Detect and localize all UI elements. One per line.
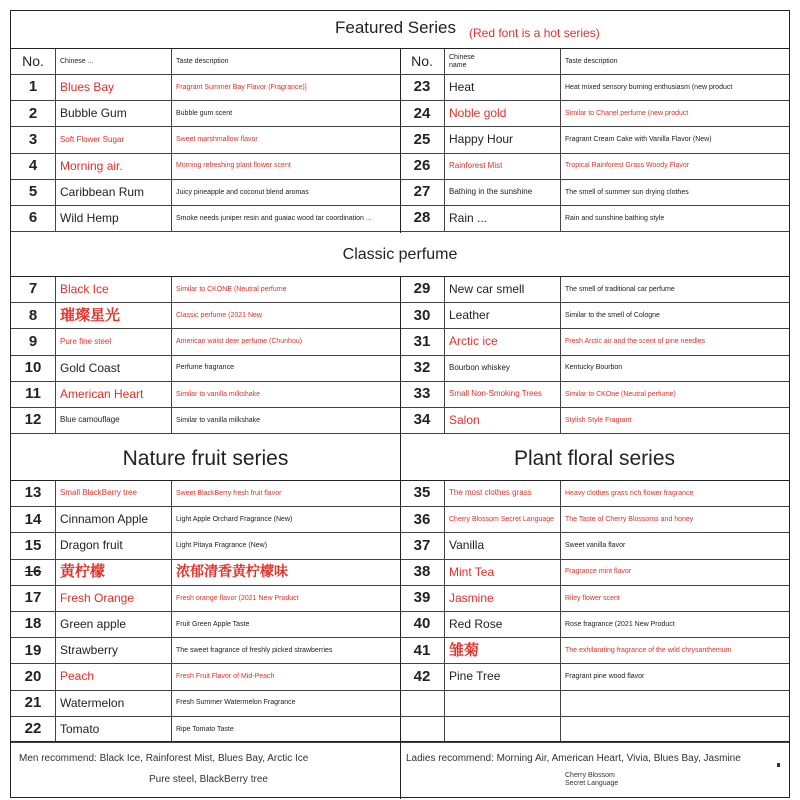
left-row-description: Fruit Green Apple Taste [172, 612, 400, 638]
right-row-description: Heat mixed sensory burning enthusiasm (new product [561, 75, 789, 101]
left-row-number: 2 [11, 101, 56, 127]
right-row-name: Salon [445, 408, 561, 434]
right-header-desc: Taste description [561, 49, 789, 75]
left-row-description: Bubble gum scent [172, 101, 400, 127]
right-row-name: 雏菊 [445, 638, 561, 664]
featured-title: Featured Series [335, 18, 456, 37]
left-row-name: Peach [56, 664, 172, 690]
left-row-name: Blues Bay [56, 75, 172, 101]
footer-split [400, 741, 401, 799]
right-row-name: Arctic ice [445, 329, 561, 355]
left-row-description: Fresh Fruit Flavor of Mid-Peach [172, 664, 400, 690]
right-row-description: Similar to CKOne (Neutral perfume) [561, 382, 789, 408]
left-row-name: 黄柠檬 [56, 560, 172, 586]
classic-header [11, 233, 789, 277]
left-row-name: Small BlackBerry tree [56, 481, 172, 507]
left-row-name: Gold Coast [56, 356, 172, 382]
right-row-description: Similar to Chanel perfume (new product [561, 101, 789, 127]
right-row-description: Fragrance mint flavor [561, 560, 789, 586]
left-row-name: Morning air. [56, 154, 172, 180]
right-row-name: Rain ... [445, 206, 561, 232]
right-row-number: 35 [400, 481, 445, 507]
right-row-description: Stylish Style Fragrant [561, 408, 789, 434]
left-row-description: Sweet marshmallow flavor [172, 127, 400, 153]
right-row-number: 40 [400, 612, 445, 638]
right-row-description: Fragrant Cream Cake with Vanilla Flavor (New) [561, 127, 789, 153]
plant-title: Plant floral series [513, 447, 676, 470]
left-row-number: 4 [11, 154, 56, 180]
right-row-name: Noble gold [445, 101, 561, 127]
right-row-number: 26 [400, 154, 445, 180]
left-row-description: Smoke needs juniper resin and guaiac wood tar coordination ... [172, 206, 400, 232]
left-row-number: 19 [11, 638, 56, 664]
right-row-description: Heavy clothes grass rich flower fragrance [561, 481, 789, 507]
right-row-description: Fragrant pine wood flavor [561, 664, 789, 690]
right-empty-number [400, 717, 445, 743]
right-row-number: 32 [400, 356, 445, 382]
right-row-number: 23 [400, 75, 445, 101]
left-row-description: Morning refreshing plant flower scent [172, 154, 400, 180]
right-row-number: 37 [400, 533, 445, 559]
left-row-description: Fragrant Summer Bay Flavor (Fragrance)] [172, 75, 400, 101]
left-row-number: 16 [11, 560, 56, 586]
right-row-name: Cherry Blossom Secret Language [445, 507, 561, 533]
left-row-number: 20 [11, 664, 56, 690]
center-divider [400, 481, 401, 743]
right-row-name: Happy Hour [445, 127, 561, 153]
right-empty-number [400, 691, 445, 717]
left-row-number: 1 [11, 75, 56, 101]
left-row-number: 15 [11, 533, 56, 559]
right-row-name: Jasmine [445, 586, 561, 612]
men-recommend: Men recommend: Black Ice, Rainforest Mist, Blues Bay, Arctic Ice [19, 753, 309, 764]
left-row-description: The sweet fragrance of freshly picked strawberries [172, 638, 400, 664]
right-row-name: Rainforest Mist [445, 154, 561, 180]
right-empty-name [445, 691, 561, 717]
left-row-name: 璀璨星光 [56, 303, 172, 329]
featured-header [11, 11, 789, 49]
left-row-description: Similar to vanilla milkshake [172, 382, 400, 408]
left-header-desc: Taste description [172, 49, 400, 75]
left-row-number: 6 [11, 206, 56, 232]
right-row-name: Bathing in the sunshine [445, 180, 561, 206]
right-row-name: Small Non-Smoking Trees [445, 382, 561, 408]
right-row-name: Red Rose [445, 612, 561, 638]
left-row-name: Cinnamon Apple [56, 507, 172, 533]
left-row-name: Wild Hemp [56, 206, 172, 232]
right-row-description: The smell of traditional car perfume [561, 277, 789, 303]
right-row-number: 41 [400, 638, 445, 664]
right-row-number: 38 [400, 560, 445, 586]
right-row-name: Bourbon whiskey [445, 356, 561, 382]
right-row-number: 24 [400, 101, 445, 127]
right-row-description: The exhilarating fragrance of the wild chrysanthemum [561, 638, 789, 664]
left-row-name: Watermelon [56, 691, 172, 717]
nature-title: Nature fruit series [122, 447, 289, 470]
right-row-name: Mint Tea [445, 560, 561, 586]
right-row-description: The smell of summer sun drying clothes [561, 180, 789, 206]
nature-plant-divider [400, 437, 401, 481]
right-row-number: 28 [400, 206, 445, 232]
right-row-name: Heat [445, 75, 561, 101]
right-row-number: 31 [400, 329, 445, 355]
right-empty-name [445, 717, 561, 743]
right-row-number: 29 [400, 277, 445, 303]
left-row-description: Light Apple Orchard Fragrance (New) [172, 507, 400, 533]
ladies-recommend: Ladies recommend: Morning Air, American Heart, Vivia, Blues Bay, Jasmine [406, 753, 741, 764]
left-row-description: Perfume fragrance [172, 356, 400, 382]
marker-dot [777, 763, 780, 767]
right-row-name: Pine Tree [445, 664, 561, 690]
left-row-name: Pure fine steel [56, 329, 172, 355]
left-row-number: 11 [11, 382, 56, 408]
right-row-name: Vanilla [445, 533, 561, 559]
classic-title: Classic perfume [342, 246, 458, 263]
right-row-number: 39 [400, 586, 445, 612]
left-row-description: 浓郁清香黄柠檬味 [172, 560, 400, 586]
right-row-number: 25 [400, 127, 445, 153]
left-header-name: Chinese ... [56, 49, 172, 75]
left-row-description: American waist deer perfume (Chunhou) [172, 329, 400, 355]
left-row-description: Fresh Summer Watermelon Fragrance [172, 691, 400, 717]
left-row-name: American Heart [56, 382, 172, 408]
hot-series-note: (Red font is a hot series) [469, 26, 600, 40]
left-row-name: Black Ice [56, 277, 172, 303]
left-row-number: 18 [11, 612, 56, 638]
left-row-number: 21 [11, 691, 56, 717]
left-row-description: Ripe Tomato Taste [172, 717, 400, 743]
left-row-name: Caribbean Rum [56, 180, 172, 206]
right-header-no: No. [400, 49, 445, 75]
right-row-number: 34 [400, 408, 445, 434]
left-header-no: No. [11, 49, 56, 75]
right-row-name: The most clothes grass [445, 481, 561, 507]
men-recommend-cont: Pure steel, BlackBerry tree [149, 774, 268, 785]
left-row-description: Classic perfume (2021 New [172, 303, 400, 329]
left-row-description: Juicy pineapple and coconut blend aromas [172, 180, 400, 206]
right-row-description: The Taste of Cherry Blossoms and honey [561, 507, 789, 533]
left-row-number: 12 [11, 408, 56, 434]
left-row-description: Light Pitaya Fragrance (New) [172, 533, 400, 559]
left-row-description: Similar to vanilla milkshake [172, 408, 400, 434]
right-row-name: Leather [445, 303, 561, 329]
right-row-description: Rose fragrance (2021 New Product [561, 612, 789, 638]
left-row-number: 3 [11, 127, 56, 153]
left-row-number: 8 [11, 303, 56, 329]
right-header-name: Chinese name [445, 49, 485, 75]
right-row-description: Kentucky Bourbon [561, 356, 789, 382]
left-row-number: 7 [11, 277, 56, 303]
right-row-description: Riley flower scent [561, 586, 789, 612]
right-row-description: Sweet vanilla flavor [561, 533, 789, 559]
left-row-name: Soft Flower Sugar [56, 127, 172, 153]
right-row-description: Tropical Rainforest Grass Woody Flavor [561, 154, 789, 180]
left-row-number: 14 [11, 507, 56, 533]
left-row-description: Sweet BlackBerry fresh fruit flavor [172, 481, 400, 507]
right-row-number: 42 [400, 664, 445, 690]
ladies-recommend-cont: Cherry Blossom Secret Language [565, 772, 619, 787]
left-row-name: Tomato [56, 717, 172, 743]
right-row-description: Fresh Arctic air and the scent of pine needles [561, 329, 789, 355]
left-row-number: 17 [11, 586, 56, 612]
left-row-number: 22 [11, 717, 56, 743]
left-row-number: 10 [11, 356, 56, 382]
left-row-number: 13 [11, 481, 56, 507]
right-row-number: 36 [400, 507, 445, 533]
right-row-description: Rain and sunshine bathing style [561, 206, 789, 232]
center-divider [400, 49, 401, 233]
left-row-description: Fresh orange flavor (2021 New Product [172, 586, 400, 612]
right-row-number: 27 [400, 180, 445, 206]
left-row-number: 5 [11, 180, 56, 206]
left-row-name: Fresh Orange [56, 586, 172, 612]
right-empty-description [561, 717, 789, 743]
right-row-description: Similar to the smell of Cologne [561, 303, 789, 329]
left-row-name: Blue camouflage [56, 408, 172, 434]
left-row-name: Bubble Gum [56, 101, 172, 127]
right-row-number: 30 [400, 303, 445, 329]
perfume-menu-table [10, 10, 790, 798]
left-row-description: Similar to CKONE (Neutral perfume [172, 277, 400, 303]
left-row-name: Green apple [56, 612, 172, 638]
left-row-number: 9 [11, 329, 56, 355]
center-divider [400, 277, 401, 437]
right-row-name: New car smell [445, 277, 561, 303]
right-empty-description [561, 691, 789, 717]
right-row-number: 33 [400, 382, 445, 408]
right-header-name-gap [485, 49, 561, 75]
left-row-name: Dragon fruit [56, 533, 172, 559]
left-row-name: Strawberry [56, 638, 172, 664]
